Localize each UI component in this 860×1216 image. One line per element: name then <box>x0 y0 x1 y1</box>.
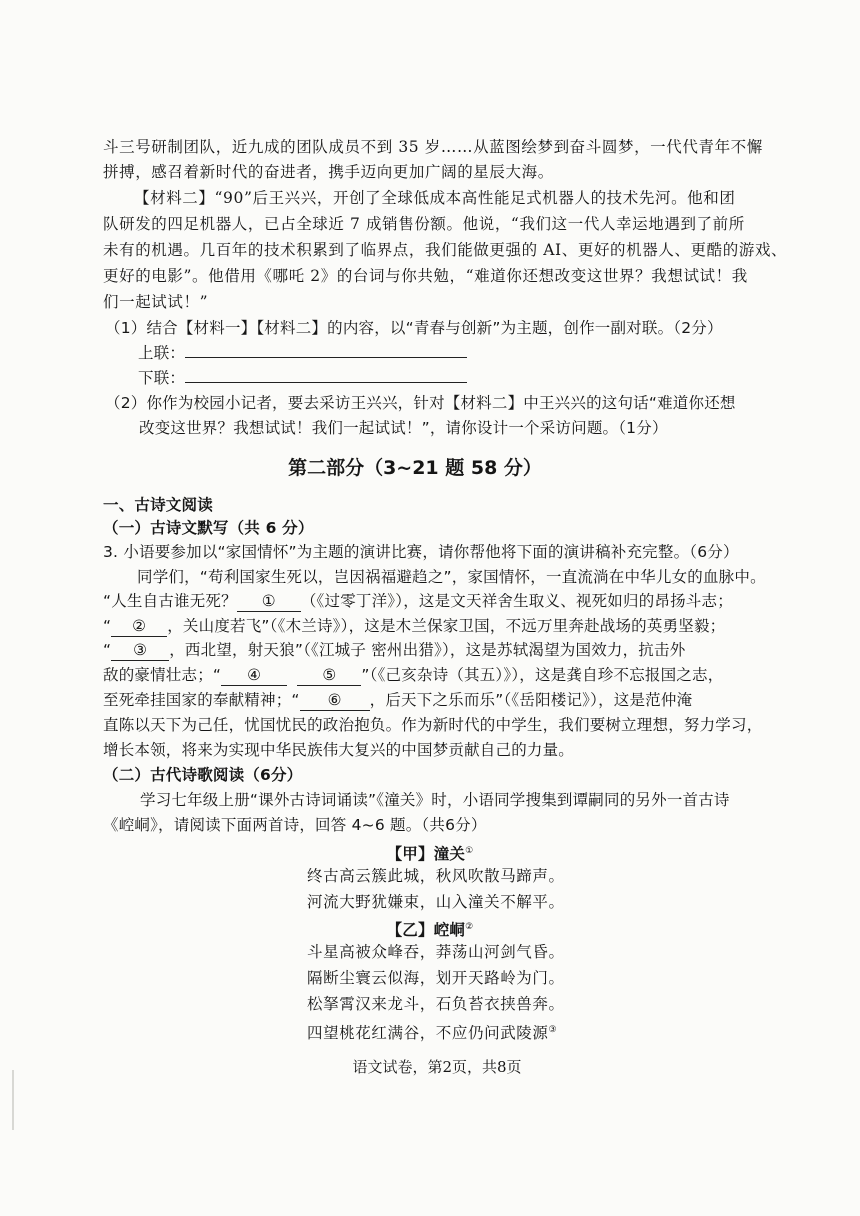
part-2-title: 第二部分（3~21 题 58 分） <box>288 457 542 479</box>
poem-a-title-text: 【甲】潼关 <box>386 845 466 864</box>
question-3-line-6-start: 敌的豪情壮志；“ <box>103 666 222 684</box>
poem-b-footnote-mark: ② <box>465 922 474 932</box>
question-3-line-2: 同学们，“苟利国家生死以，岂因祸福避趋之”，家国情怀，一直流淌在中华儿女的血脉中。 <box>137 568 766 586</box>
poem-a-footnote-mark: ① <box>465 846 474 856</box>
blank-5[interactable]: ⑤ <box>297 665 361 686</box>
poem-b-line-3: 松拏霄汉来龙斗，石负苔衣挟兽奔。 <box>307 995 565 1013</box>
question-3-line-6-end: ”（《己亥杂诗（其五）》），这是龚自珍不忘报国之志， <box>361 666 724 684</box>
couplet-lower-answer-line[interactable] <box>185 382 467 383</box>
question-3-line-8: 直陈以天下为己任，忧国忧民的政治抱负。作为新时代的中学生，我们要树立理想，努力学习， <box>103 716 763 734</box>
poem-b-line-1: 斗星高被众峰吞，莽荡山河剑气昏。 <box>307 943 565 961</box>
subsection-1-heading: （一）古诗文默写（共 6 分） <box>103 519 314 537</box>
question-3-line-5 <box>103 640 685 661</box>
passage-line-6: 更好的电影”。他借用《哪吒 2》的台词与你共勉，“难道你还想改变这世界？我想试试！我 <box>103 267 748 285</box>
blank-2[interactable]: ② <box>111 616 167 637</box>
poem-a-title <box>0 841 860 864</box>
passage-line-5: 未有的机遇。几百年的技术积累到了临界点，我们能做更强的 AI、更好的机器人、更酷的游戏、 <box>103 241 788 259</box>
passage-line-1: 斗三号研制团队，近九成的团队成员不到 35 岁……从蓝图绘梦到奋斗圆梦，一代代青年不懈 <box>103 138 763 156</box>
poem-b-line-4 <box>307 1020 557 1043</box>
question-3-line-7-start: 至死牵挂国家的奉献精神；“ <box>103 691 300 709</box>
question-3-line-7-end: ，后天下之乐而乐”（《岳阳楼记》），这是范仲淹 <box>369 691 693 709</box>
question-3-line-3-start: “人生自古谁无死？ <box>103 592 237 610</box>
question-3-line-4-start: “ <box>103 617 112 635</box>
blank-6[interactable]: ⑥ <box>300 690 370 711</box>
question-3-line-1: 3. 小语要参加以“家国情怀”为主题的演讲比赛，请你帮他将下面的演讲稿补充完整。（6分） <box>103 543 739 561</box>
poem-b-title <box>0 917 860 940</box>
subsection-2-heading: （二）古代诗歌阅读（6分） <box>103 766 303 784</box>
question-3-line-7 <box>103 690 692 711</box>
couplet-upper-row <box>138 343 467 363</box>
couplet-upper-answer-line[interactable] <box>185 357 467 358</box>
poem-a-line-2: 河流大野犹嫌束，山入潼关不解平。 <box>307 893 565 911</box>
question-1-text: （1）结合【材料一】【材料二】的内容，以“青春与创新”为主题，创作一副对联。（2分） <box>105 319 723 337</box>
question-3-line-4 <box>103 616 725 637</box>
question-3-line-3 <box>103 591 733 612</box>
question-3-line-4-end: ，关山度若飞”（《木兰诗》），这是木兰保家卫国，不远万里奔赴战场的英勇坚毅； <box>167 617 726 635</box>
poem-b-line-4-footnote-mark: ③ <box>548 1025 558 1035</box>
passage-line-3: 【材料二】“90”后王兴兴，开创了全球低成本高性能足式机器人的技术先河。他和团 <box>134 189 736 207</box>
couplet-lower-label: 下联： <box>138 369 186 387</box>
couplet-lower-row <box>138 368 467 388</box>
question-2-line-1: （2）你作为校园小记者，要去采访王兴兴，针对【材料二】中王兴兴的这句话“难道你还想 <box>105 394 736 412</box>
poem-b-line-4-text: 四望桃花红满谷，不应仍问武陵源 <box>307 1024 549 1043</box>
passage-line-2: 拼搏，感召着新时代的奋进者，携手迈向更加广阔的星辰大海。 <box>103 163 554 181</box>
poem-intro-line-1: 学习七年级上册“课外古诗词诵读”《潼关》时，小语同学搜集到谭嗣同的另外一首古诗 <box>140 791 730 809</box>
page-footer: 语文试卷，第2页，共8页 <box>352 1058 522 1076</box>
question-3-line-3-end: （《过零丁洋》），这是文天祥舍生取义、视死如归的昂扬斗志； <box>300 592 733 610</box>
question-2-line-2: 改变这世界？我想试试！我们一起试试！”，请你设计一个采访问题。（1分） <box>139 419 668 437</box>
poem-b-line-2: 隔断尘寰云似海，划开天路岭为门。 <box>307 969 565 987</box>
couplet-upper-label: 上联： <box>138 344 186 362</box>
question-3-line-6 <box>103 665 723 686</box>
poem-b-title-text: 【乙】崆峒 <box>386 921 466 940</box>
question-3-line-9: 增长本领，将来为实现中华民族伟大复兴的中国梦贡献自己的力量。 <box>103 741 575 759</box>
section-1-heading: 一、古诗文阅读 <box>103 496 213 514</box>
blank-1[interactable]: ① <box>237 591 301 612</box>
passage-line-4: 队研发的四足机器人，已占全球近 7 成销售份额。他说，“我们这一代人幸运地遇到了前所 <box>103 215 745 233</box>
scan-edge-mark <box>12 1070 14 1130</box>
passage-line-7: 们一起试试！” <box>103 293 209 311</box>
question-3-line-5-end: ，西北望，射天狼”（《江城子 密州出猎》），这是苏轼渴望为国效力，抗击外 <box>169 641 686 659</box>
poem-intro-line-2: 《崆峒》，请阅读下面两首诗，回答 4~6 题。（共6分） <box>103 816 487 834</box>
blank-4[interactable]: ④ <box>221 665 287 686</box>
poem-a-line-1: 终古高云簇此城，秋风吹散马蹄声。 <box>307 867 565 885</box>
question-3-line-5-start: “ <box>103 641 112 659</box>
blank-3[interactable]: ③ <box>111 640 169 661</box>
